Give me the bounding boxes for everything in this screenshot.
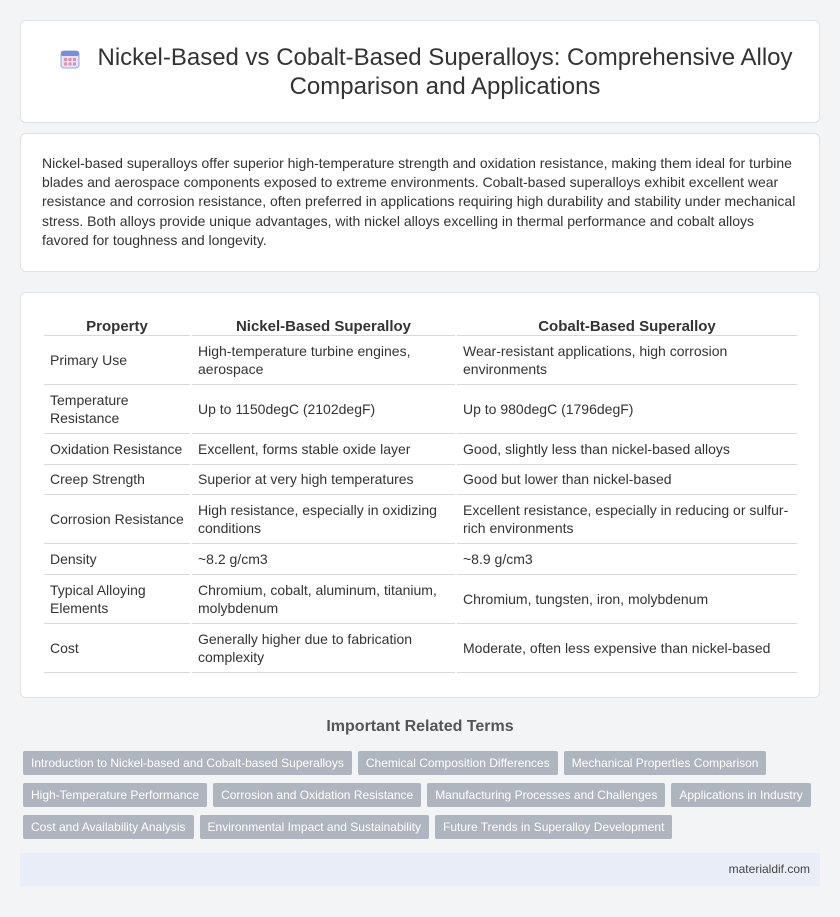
related-terms-heading: Important Related Terms xyxy=(326,718,514,735)
nickel-cell: Up to 1150degC (2102degF) xyxy=(192,385,455,434)
property-cell: Density xyxy=(44,544,190,575)
nickel-cell: Superior at very high temperatures xyxy=(192,465,455,496)
nickel-cell: Generally higher due to fabrication complexity xyxy=(192,624,455,673)
comparison-table-card xyxy=(20,292,820,698)
nickel-cell: Excellent, forms stable oxide layer xyxy=(192,434,455,465)
comparison-table xyxy=(42,314,799,673)
related-term-tag[interactable]: High-Temperature Performance xyxy=(23,783,207,807)
property-cell: Typical Alloying Elements xyxy=(44,575,190,624)
intro-card xyxy=(20,133,820,272)
nickel-cell: High-temperature turbine engines, aerospace xyxy=(192,336,455,385)
cobalt-cell: ~8.9 g/cm3 xyxy=(457,544,797,575)
related-term-tag[interactable]: Future Trends in Superalloy Development xyxy=(435,815,672,839)
table-row xyxy=(44,624,797,673)
column-header-cobalt: Cobalt-Based Superalloy xyxy=(457,314,797,336)
cobalt-cell: Chromium, tungsten, iron, molybdenum xyxy=(457,575,797,624)
nickel-cell: High resistance, especially in oxidizing conditions xyxy=(192,495,455,544)
related-term-tag[interactable]: Corrosion and Oxidation Resistance xyxy=(213,783,421,807)
table-row xyxy=(44,465,797,496)
nickel-cell: ~8.2 g/cm3 xyxy=(192,544,455,575)
footer-bar xyxy=(20,853,820,886)
title-card xyxy=(20,20,820,123)
related-term-tag[interactable]: Mechanical Properties Comparison xyxy=(564,751,767,775)
related-term-tag[interactable]: Applications in Industry xyxy=(671,783,810,807)
property-cell: Temperature Resistance xyxy=(44,385,190,434)
related-term-tag[interactable]: Environmental Impact and Sustainability xyxy=(200,815,429,839)
property-cell: Primary Use xyxy=(44,336,190,385)
cobalt-cell: Moderate, often less expensive than nickel-based xyxy=(457,624,797,673)
property-cell: Oxidation Resistance xyxy=(44,434,190,465)
related-term-tag[interactable]: Introduction to Nickel-based and Cobalt-based Superalloys xyxy=(23,751,352,775)
cobalt-cell: Wear-resistant applications, high corrosion environments xyxy=(457,336,797,385)
table-row xyxy=(44,495,797,544)
property-cell: Creep Strength xyxy=(44,465,190,496)
cobalt-cell: Good but lower than nickel-based xyxy=(457,465,797,496)
cobalt-cell: Excellent resistance, especially in reducing or sulfur-rich environments xyxy=(457,495,797,544)
intro-paragraph: Nickel-based superalloys offer superior high-temperature strength and oxidation resistance, making them ideal for turbine blades and aerospace components exposed to extreme environments. Cobalt-based superalloys exhibit excellent wear resistance and corrosion resistance, often preferred in applications requiring high durability and stability under mechanical stress. Both alloys provide unique advantages, with nickel alloys excelling in thermal performance and cobalt alloys favored for toughness and longevity. xyxy=(42,155,796,248)
page-title: Nickel-Based vs Cobalt-Based Superalloys: Comprehensive Alloy Comparison and Applications xyxy=(97,44,793,100)
cobalt-cell: Up to 980degC (1796degF) xyxy=(457,385,797,434)
nickel-cell: Chromium, cobalt, aluminum, titanium, molybdenum xyxy=(192,575,455,624)
footer-site-name: materialdif.com xyxy=(728,862,810,876)
table-header-row xyxy=(44,314,797,336)
table-row xyxy=(44,336,797,385)
cobalt-cell: Good, slightly less than nickel-based alloys xyxy=(457,434,797,465)
related-term-tag[interactable]: Cost and Availability Analysis xyxy=(23,815,194,839)
table-row xyxy=(44,544,797,575)
table-row xyxy=(44,434,797,465)
table-row xyxy=(44,385,797,434)
calendar-grid-icon xyxy=(60,49,80,69)
related-term-tag[interactable]: Chemical Composition Differences xyxy=(358,751,558,775)
table-row xyxy=(44,575,797,624)
related-term-tag[interactable]: Manufacturing Processes and Challenges xyxy=(427,783,665,807)
column-header-nickel: Nickel-Based Superalloy xyxy=(192,314,455,336)
property-cell: Corrosion Resistance xyxy=(44,495,190,544)
related-terms-list xyxy=(23,751,818,839)
property-cell: Cost xyxy=(44,624,190,673)
column-header-property: Property xyxy=(44,314,190,336)
